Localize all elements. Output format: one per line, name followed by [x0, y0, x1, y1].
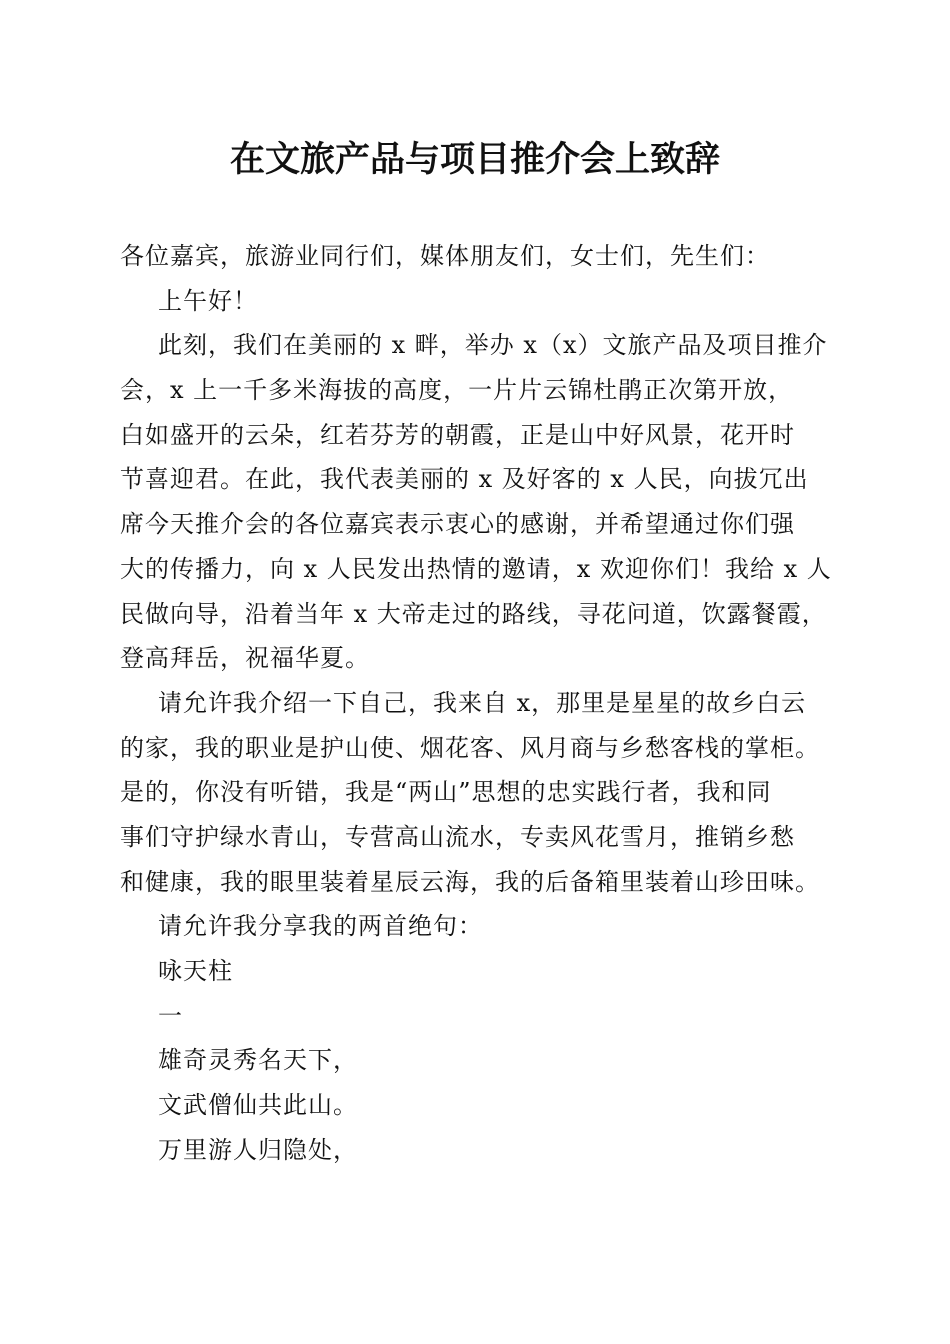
text-line: 此刻，我们在美丽的 x 畔，举办 x（x）文旅产品及项目推介 [158, 331, 828, 360]
text-line: 的家，我的职业是护山使、烟花客、风月商与乡愁客栈的掌柜。 [120, 733, 820, 762]
document-body [120, 234, 840, 1172]
poem-line: 雄奇灵秀名天下， [158, 1046, 358, 1075]
poem-title: 咏天柱 [158, 957, 233, 985]
text-line: 白如盛开的云朵，红若芬芳的朝霞，正是山中好风景，花开时 [120, 420, 795, 449]
document-title: 在文旅产品与项目推介会上致辞 [229, 139, 720, 180]
text-line: 席今天推介会的各位嘉宾表示衷心的感谢，并希望通过你们强 [120, 510, 795, 539]
text-line: 事们守护绿水青山，专营高山流水，专卖风花雪月，推销乡愁 [120, 822, 795, 851]
text-line: 请允许我介绍一下自己，我来自 x，那里是星星的故乡白云 [158, 688, 807, 717]
poem-line: 文武僧仙共此山。 [158, 1091, 358, 1120]
text-line: 请允许我分享我的两首绝句： [158, 912, 483, 941]
poem-line: 万里游人归隐处， [158, 1135, 358, 1164]
text-line: 和健康，我的眼里装着星辰云海，我的后备箱里装着山珍田味。 [120, 867, 820, 896]
text-line: 大的传播力，向 x 人民发出热情的邀请，x 欢迎你们！我给 x 人 [120, 554, 832, 583]
text-line: 各位嘉宾，旅游业同行们，媒体朋友们，女士们，先生们： [120, 242, 770, 270]
text-line: 是的，你没有听错，我是“两山”思想的忠实践行者，我和同 [120, 778, 772, 807]
poem-number: 一 [158, 1001, 183, 1030]
text-line: 民做向导，沿着当年 x 大帝走过的路线，寻花问道，饮露餐霞， [120, 599, 827, 628]
text-line: 节喜迎君。在此，我代表美丽的 x 及好客的 x 人民，向拔冗出 [120, 465, 809, 494]
text-line: 上午好！ [158, 286, 258, 315]
text-line: 会，x 上一千多米海拔的高度，一片片云锦杜鹃正次第开放， [120, 376, 794, 405]
text-line: 登高拜岳，祝福华夏。 [120, 644, 370, 673]
